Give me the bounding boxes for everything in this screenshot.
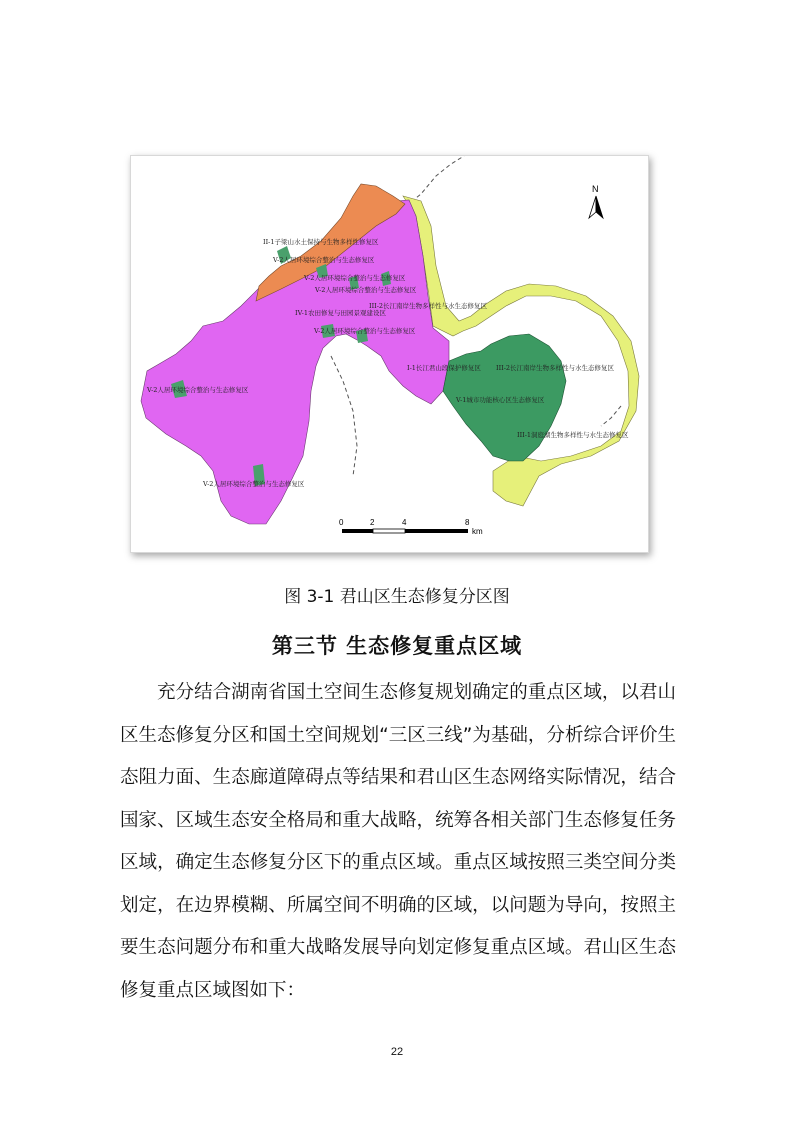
figure-caption: 图 3-1 君山区生态修复分区图 xyxy=(284,587,510,607)
map-figure xyxy=(130,155,649,553)
boundary-dash-mid xyxy=(331,356,357,476)
scale-tick-2: 2 xyxy=(370,518,375,527)
map-label-7: V-2人居环境综合整治与生态修复区 xyxy=(314,327,416,335)
page-number: 22 xyxy=(390,1046,404,1058)
map-label-11: V-1城市功能核心区生态修复区 xyxy=(456,396,545,404)
north-arrow-left-icon xyxy=(589,196,596,218)
map-label-2: V-2人居环境综合整治与生态修复区 xyxy=(273,256,375,264)
scale-tick-4: 4 xyxy=(402,518,407,527)
magenta-zone xyxy=(141,200,449,524)
scale-bar xyxy=(339,518,483,536)
north-label: N xyxy=(592,184,599,194)
zoning-map xyxy=(131,156,648,552)
body-paragraph: 充分结合湖南省国土空间生态修复规划确定的重点区域，以君山区生态修复分区和国土空间规划“三区三线”为基础，分析综合评价生态阻力面、生态廊道障碍点等结果和君山区生态网络实际情况，结合国家、区域生态安全格局和重大战略，统筹各相关部门生态修复任务区域，确定生态修复分区下的重点区域。重点区域按照三类空间分类划定，在边界模糊、所属空间不明确的区域，以问题为导向，按照主要生态问题分布和重大战略发展导向划定修复重点区域。君山区生态修复重点区域图如下： xyxy=(120,682,676,1001)
map-label-3: V-2人居环境综合整治与生态修复区 xyxy=(304,274,406,282)
map-label-5: III-2长江南岸生物多样性与水生态修复区 xyxy=(369,302,488,310)
north-arrow-right-icon xyxy=(596,196,603,218)
scale-seg-2 xyxy=(373,529,405,533)
map-label-6: IV-1农田修复与田园景观建设区 xyxy=(295,309,386,317)
north-arrow xyxy=(589,184,603,218)
map-label-8: I-1长江君山段保护修复区 xyxy=(407,364,481,372)
map-label-1: II-1子梁山水土保持与生物多样性修复区 xyxy=(263,238,379,246)
scale-seg-3 xyxy=(405,529,468,533)
map-label-13: V-2人居环境综合整治与生态修复区 xyxy=(203,480,305,488)
scale-tick-0: 0 xyxy=(339,518,344,527)
map-label-10: V-2人居环境综合整治与生态修复区 xyxy=(147,386,249,394)
section-title: 第三节 生态修复重点区域 xyxy=(271,634,523,658)
scale-seg-1 xyxy=(342,529,373,533)
map-label-4: V-2人居环境综合整治与生态修复区 xyxy=(315,286,417,294)
scale-tick-8: 8 xyxy=(465,518,470,527)
boundary-dash-top xyxy=(406,156,464,206)
map-label-9: III-2长江南岸生物多样性与水生态修复区 xyxy=(496,364,615,372)
boundary-dash-right xyxy=(601,406,621,426)
scale-unit: km xyxy=(472,527,483,536)
map-label-12: III-1洞庭湖生物多样性与水生态修复区 xyxy=(517,431,629,439)
